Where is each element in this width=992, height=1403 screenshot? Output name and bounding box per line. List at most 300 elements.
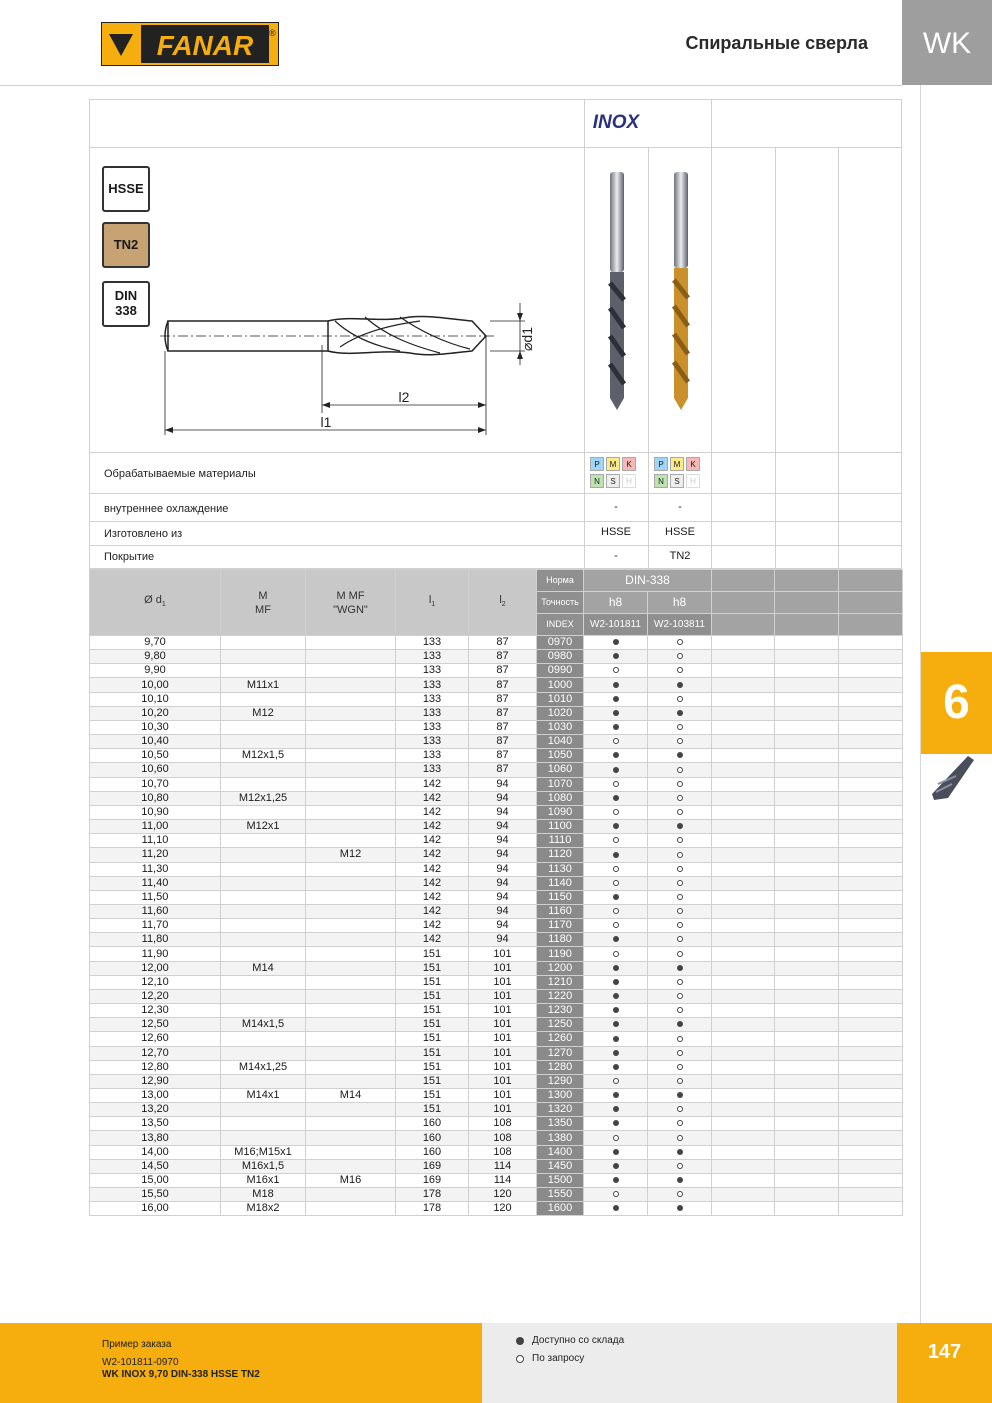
on-request-dot-icon — [677, 866, 683, 872]
cell-empty — [712, 1117, 775, 1131]
in-stock-dot-icon — [613, 1149, 619, 1155]
cell-diameter: 12,10 — [90, 975, 221, 989]
cell-l1: 151 — [396, 1089, 469, 1103]
cell-availability-1 — [584, 1173, 648, 1187]
cell-thread-wgn — [306, 876, 396, 890]
in-stock-dot-icon — [677, 1021, 683, 1027]
table-row — [90, 791, 903, 805]
cell-thread-wgn — [306, 1145, 396, 1159]
table-row — [90, 805, 903, 819]
cell-availability-2 — [648, 961, 712, 975]
cell-l2: 87 — [469, 678, 537, 692]
cell-l2: 108 — [469, 1145, 537, 1159]
table-row — [90, 1018, 903, 1032]
cell-empty — [775, 1018, 839, 1032]
on-request-dot-icon — [677, 653, 683, 659]
cell-empty — [839, 1018, 903, 1032]
table-row — [90, 834, 903, 848]
table-row — [90, 706, 903, 720]
on-request-dot-icon — [613, 809, 619, 815]
cell-l1: 142 — [396, 834, 469, 848]
cell-diameter: 11,70 — [90, 919, 221, 933]
cell-empty — [712, 1089, 775, 1103]
on-request-dot-icon — [677, 809, 683, 815]
cell-index: 1000 — [537, 678, 584, 692]
cell-diameter: 15,50 — [90, 1188, 221, 1202]
cell-diameter: 13,80 — [90, 1131, 221, 1145]
cell-diameter: 12,70 — [90, 1046, 221, 1060]
cell-thread-wgn — [306, 933, 396, 947]
coating-value-1: - — [614, 550, 618, 562]
cell-index: 1090 — [537, 805, 584, 819]
cell-l2: 108 — [469, 1117, 537, 1131]
cell-availability-1 — [584, 1188, 648, 1202]
table-row — [90, 1074, 903, 1088]
cell-diameter: 11,80 — [90, 933, 221, 947]
cell-thread-wgn — [306, 749, 396, 763]
cell-availability-2 — [648, 1103, 712, 1117]
table-row — [90, 1145, 903, 1159]
cell-l2: 87 — [469, 720, 537, 734]
cell-l1: 133 — [396, 706, 469, 720]
in-stock-dot-icon — [613, 682, 619, 688]
cell-availability-1 — [584, 1089, 648, 1103]
cell-thread-m — [221, 1117, 306, 1131]
cell-index: 1010 — [537, 692, 584, 706]
cell-availability-2 — [648, 1046, 712, 1060]
cell-thread-wgn — [306, 1060, 396, 1074]
cell-availability-2 — [648, 664, 712, 678]
cell-availability-2 — [648, 1032, 712, 1046]
cell-l1: 169 — [396, 1159, 469, 1173]
cell-availability-2 — [648, 820, 712, 834]
cell-index: 1080 — [537, 791, 584, 805]
cell-diameter: 11,10 — [90, 834, 221, 848]
cell-empty — [775, 678, 839, 692]
cell-l1: 142 — [396, 791, 469, 805]
cell-empty — [775, 735, 839, 749]
cell-l1: 142 — [396, 904, 469, 918]
cell-thread-wgn: M16 — [306, 1173, 396, 1187]
cell-empty — [712, 636, 775, 650]
cell-empty — [839, 1032, 903, 1046]
table-row — [90, 1103, 903, 1117]
cell-empty — [775, 763, 839, 777]
cell-thread-wgn — [306, 763, 396, 777]
cell-l1: 133 — [396, 720, 469, 734]
cooling-value-1: - — [614, 501, 618, 513]
in-stock-dot-icon — [677, 823, 683, 829]
cell-l1: 151 — [396, 1018, 469, 1032]
cell-l2: 120 — [469, 1202, 537, 1216]
section-tab-wk[interactable]: WK — [902, 0, 992, 85]
cell-availability-1 — [584, 1032, 648, 1046]
inox-label: INOX — [592, 112, 640, 133]
on-request-dot-icon — [677, 1078, 683, 1084]
cell-empty — [712, 1202, 775, 1216]
cell-diameter: 10,70 — [90, 777, 221, 791]
on-request-dot-icon — [677, 767, 683, 773]
cell-thread-m — [221, 664, 306, 678]
header-mmf-wgn: M MF "WGN" — [306, 570, 396, 636]
cell-thread-m — [221, 763, 306, 777]
cell-empty — [775, 1145, 839, 1159]
cell-empty — [839, 763, 903, 777]
in-stock-dot-icon — [677, 1205, 683, 1211]
cell-l2: 101 — [469, 1004, 537, 1018]
on-request-dot-icon — [677, 1135, 683, 1141]
cell-empty — [839, 904, 903, 918]
cell-empty — [775, 848, 839, 862]
on-request-dot-icon — [613, 1191, 619, 1197]
in-stock-dot-icon — [613, 653, 619, 659]
cell-empty — [775, 1159, 839, 1173]
in-stock-dot-icon — [677, 965, 683, 971]
in-stock-dot-icon — [613, 1050, 619, 1056]
in-stock-dot-icon — [677, 752, 683, 758]
table-row — [90, 1131, 903, 1145]
cell-empty — [712, 1032, 775, 1046]
on-request-dot-icon — [677, 1007, 683, 1013]
cell-thread-wgn — [306, 1032, 396, 1046]
coating-value-2: TN2 — [669, 550, 691, 562]
cell-empty — [839, 919, 903, 933]
cell-empty — [839, 1202, 903, 1216]
cell-empty — [712, 735, 775, 749]
order-example-title: Пример заказа — [102, 1339, 172, 1350]
cell-thread-m — [221, 735, 306, 749]
table-row — [90, 735, 903, 749]
cell-availability-1 — [584, 848, 648, 862]
in-stock-dot-icon — [613, 1064, 619, 1070]
in-stock-dot-icon — [613, 710, 619, 716]
cell-availability-2 — [648, 735, 712, 749]
cell-l2: 101 — [469, 975, 537, 989]
cell-diameter: 9,70 — [90, 636, 221, 650]
cell-l2: 94 — [469, 933, 537, 947]
cell-diameter: 9,90 — [90, 664, 221, 678]
cell-empty — [712, 1103, 775, 1117]
cell-empty — [712, 890, 775, 904]
cell-l1: 151 — [396, 975, 469, 989]
cell-diameter: 12,80 — [90, 1060, 221, 1074]
cell-index: 1270 — [537, 1046, 584, 1060]
cell-availability-2 — [648, 890, 712, 904]
cell-l1: 133 — [396, 650, 469, 664]
table-row — [90, 904, 903, 918]
cell-thread-wgn — [306, 919, 396, 933]
in-stock-dot-icon — [613, 1120, 619, 1126]
cell-diameter: 10,90 — [90, 805, 221, 819]
in-stock-dot-icon — [677, 1177, 683, 1183]
on-request-dot-icon — [677, 1050, 683, 1056]
cell-empty — [839, 1103, 903, 1117]
cell-empty — [712, 1131, 775, 1145]
table-row — [90, 989, 903, 1003]
cell-thread-wgn — [306, 1074, 396, 1088]
cell-l2: 108 — [469, 1131, 537, 1145]
drill-photo-hsse — [602, 168, 632, 418]
cell-empty — [712, 692, 775, 706]
cell-diameter: 11,90 — [90, 947, 221, 961]
on-request-dot-icon — [677, 837, 683, 843]
cell-empty — [839, 706, 903, 720]
cell-thread-m — [221, 876, 306, 890]
table-row — [90, 820, 903, 834]
cell-thread-m: M11x1 — [221, 678, 306, 692]
cell-l1: 151 — [396, 1060, 469, 1074]
cell-thread-wgn — [306, 1004, 396, 1018]
table-row — [90, 1032, 903, 1046]
cell-index: 0970 — [537, 636, 584, 650]
cell-empty — [775, 834, 839, 848]
cell-index: 1110 — [537, 834, 584, 848]
cell-thread-wgn — [306, 961, 396, 975]
cell-empty — [775, 1046, 839, 1060]
cell-empty — [839, 735, 903, 749]
cell-index: 1150 — [537, 890, 584, 904]
order-example-description: WK INOX 9,70 DIN-338 HSSE TN2 — [102, 1369, 260, 1380]
header-norma-label: Норма — [537, 570, 584, 592]
badge-tn2: TN2 — [102, 222, 150, 268]
cell-availability-2 — [648, 947, 712, 961]
on-request-dot-icon — [677, 979, 683, 985]
cell-availability-1 — [584, 1202, 648, 1216]
cell-diameter: 10,30 — [90, 720, 221, 734]
table-row — [90, 1188, 903, 1202]
cell-empty — [839, 890, 903, 904]
cell-index: 1100 — [537, 820, 584, 834]
cell-index: 1600 — [537, 1202, 584, 1216]
cell-index: 1280 — [537, 1060, 584, 1074]
cell-index: 1290 — [537, 1074, 584, 1088]
cell-diameter: 12,90 — [90, 1074, 221, 1088]
page-title: Спиральные сверла — [685, 33, 868, 53]
cell-l2: 101 — [469, 1018, 537, 1032]
cell-l2: 87 — [469, 706, 537, 720]
cell-availability-1 — [584, 1004, 648, 1018]
cell-thread-m: M16x1 — [221, 1173, 306, 1187]
cell-empty — [839, 989, 903, 1003]
cell-empty — [775, 791, 839, 805]
cell-empty — [712, 904, 775, 918]
cell-l2: 94 — [469, 904, 537, 918]
cell-availability-2 — [648, 919, 712, 933]
cell-empty — [839, 720, 903, 734]
cell-l2: 94 — [469, 862, 537, 876]
cell-empty — [839, 933, 903, 947]
cell-empty — [775, 947, 839, 961]
cell-l2: 101 — [469, 961, 537, 975]
header-index-1: W2-101811 — [584, 614, 648, 636]
cell-l1: 178 — [396, 1202, 469, 1216]
table-row — [90, 1060, 903, 1074]
cell-empty — [839, 1145, 903, 1159]
cell-empty — [712, 1074, 775, 1088]
cell-thread-m — [221, 975, 306, 989]
cell-availability-1 — [584, 876, 648, 890]
cell-index: 1050 — [537, 749, 584, 763]
cell-index: 1230 — [537, 1004, 584, 1018]
cell-l2: 87 — [469, 735, 537, 749]
cell-empty — [839, 1159, 903, 1173]
cell-index: 1450 — [537, 1159, 584, 1173]
cell-diameter: 10,10 — [90, 692, 221, 706]
cell-thread-m: M14x1,25 — [221, 1060, 306, 1074]
cell-empty — [839, 862, 903, 876]
cell-l1: 142 — [396, 876, 469, 890]
cell-thread-wgn — [306, 678, 396, 692]
cell-availability-2 — [648, 975, 712, 989]
d1-label: ⌀d1 — [519, 326, 535, 352]
on-request-dot-icon — [677, 1191, 683, 1197]
cell-l1: 133 — [396, 749, 469, 763]
cell-empty — [712, 720, 775, 734]
cell-index: 1070 — [537, 777, 584, 791]
on-request-dot-icon — [613, 738, 619, 744]
cell-empty — [839, 1060, 903, 1074]
cell-l1: 133 — [396, 763, 469, 777]
cell-l1: 151 — [396, 1046, 469, 1060]
table-row — [90, 1159, 903, 1173]
chapter-tab[interactable]: 6 — [921, 652, 992, 754]
cell-index: 1400 — [537, 1145, 584, 1159]
cell-availability-2 — [648, 805, 712, 819]
header-tolerance-label: Точность — [537, 592, 584, 614]
cell-index: 1320 — [537, 1103, 584, 1117]
cell-empty — [775, 1173, 839, 1187]
cell-empty — [712, 777, 775, 791]
cell-thread-m: M12x1,25 — [221, 791, 306, 805]
cell-l2: 94 — [469, 919, 537, 933]
on-request-dot-icon — [677, 795, 683, 801]
cell-empty — [775, 862, 839, 876]
cell-index: 1160 — [537, 904, 584, 918]
cell-empty — [839, 805, 903, 819]
cell-availability-2 — [648, 1089, 712, 1103]
cell-empty — [839, 791, 903, 805]
cell-empty — [839, 961, 903, 975]
cell-l1: 133 — [396, 664, 469, 678]
cell-empty — [712, 706, 775, 720]
header-tolerance-2: h8 — [648, 592, 712, 614]
cell-thread-wgn — [306, 834, 396, 848]
cell-thread-m — [221, 890, 306, 904]
cell-thread-m — [221, 834, 306, 848]
cell-availability-1 — [584, 947, 648, 961]
cell-index: 1220 — [537, 989, 584, 1003]
table-row — [90, 919, 903, 933]
cell-availability-1 — [584, 763, 648, 777]
cell-diameter: 10,50 — [90, 749, 221, 763]
in-stock-dot-icon — [613, 894, 619, 900]
on-request-dot-icon — [613, 922, 619, 928]
cell-index: 1180 — [537, 933, 584, 947]
on-request-dot-icon — [613, 781, 619, 787]
cell-availability-1 — [584, 720, 648, 734]
table-row — [90, 876, 903, 890]
on-request-dot-icon — [677, 951, 683, 957]
cell-empty — [712, 1173, 775, 1187]
table-row — [90, 1173, 903, 1187]
cell-thread-wgn — [306, 1046, 396, 1060]
cell-empty — [712, 834, 775, 848]
cell-empty — [775, 890, 839, 904]
cell-index: 1140 — [537, 876, 584, 890]
cell-index: 1210 — [537, 975, 584, 989]
in-stock-dot-icon — [613, 993, 619, 999]
page-number: 147 — [897, 1323, 992, 1403]
cell-empty — [712, 791, 775, 805]
cell-thread-wgn — [306, 791, 396, 805]
cell-empty — [712, 763, 775, 777]
cell-availability-1 — [584, 862, 648, 876]
material-value-1: HSSE — [601, 526, 631, 538]
cell-availability-2 — [648, 777, 712, 791]
cell-index: 1120 — [537, 848, 584, 862]
cell-empty — [839, 1173, 903, 1187]
cell-l1: 142 — [396, 805, 469, 819]
cell-availability-2 — [648, 1173, 712, 1187]
cell-empty — [839, 1131, 903, 1145]
cell-l2: 101 — [469, 1089, 537, 1103]
cell-availability-1 — [584, 636, 648, 650]
cell-empty — [775, 1202, 839, 1216]
cell-thread-m — [221, 904, 306, 918]
cell-l1: 151 — [396, 1103, 469, 1117]
on-request-dot-icon — [613, 880, 619, 886]
product-panel — [89, 99, 902, 569]
material-value-2: HSSE — [665, 526, 695, 538]
cell-thread-m — [221, 650, 306, 664]
cell-thread-m — [221, 777, 306, 791]
in-stock-dot-icon — [613, 767, 619, 773]
cell-empty — [839, 692, 903, 706]
cell-empty — [775, 1089, 839, 1103]
cell-empty — [775, 1188, 839, 1202]
cell-l1: 160 — [396, 1131, 469, 1145]
cell-empty — [775, 904, 839, 918]
cell-diameter: 12,60 — [90, 1032, 221, 1046]
cell-l2: 94 — [469, 791, 537, 805]
cell-thread-wgn — [306, 706, 396, 720]
cell-availability-2 — [648, 1145, 712, 1159]
cell-l2: 87 — [469, 763, 537, 777]
cell-l1: 160 — [396, 1145, 469, 1159]
drill-photo-tin — [666, 168, 696, 418]
cell-thread-wgn — [306, 692, 396, 706]
cell-l2: 101 — [469, 1046, 537, 1060]
cell-diameter: 10,80 — [90, 791, 221, 805]
cell-thread-m — [221, 1004, 306, 1018]
cell-diameter: 15,00 — [90, 1173, 221, 1187]
chapter-drill-icon — [926, 754, 976, 804]
on-request-dot-icon — [613, 1135, 619, 1141]
cell-empty — [775, 876, 839, 890]
cell-availability-2 — [648, 706, 712, 720]
on-request-dot-icon — [677, 696, 683, 702]
cell-availability-2 — [648, 678, 712, 692]
cell-l1: 151 — [396, 947, 469, 961]
cell-availability-2 — [648, 989, 712, 1003]
cell-thread-wgn — [306, 1131, 396, 1145]
header-divider — [0, 85, 902, 86]
cell-availability-2 — [648, 650, 712, 664]
cell-diameter: 11,40 — [90, 876, 221, 890]
cell-thread-wgn — [306, 805, 396, 819]
cell-l2: 101 — [469, 1032, 537, 1046]
cell-thread-wgn — [306, 664, 396, 678]
